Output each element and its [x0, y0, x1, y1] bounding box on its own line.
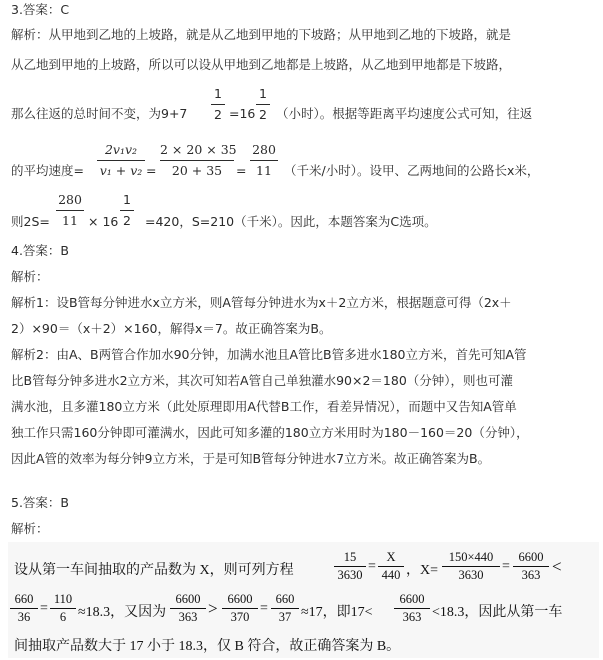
fraction-numerator: 1	[123, 192, 131, 207]
fraction-6600-over-363	[394, 592, 430, 625]
fraction-bar	[271, 608, 299, 609]
equals-sign: =	[40, 601, 48, 616]
fraction-denominator: 11	[256, 163, 272, 178]
q3-line-4-end: （千米/小时）。设甲、乙两地间的公路长x米，	[284, 163, 540, 178]
fraction-6600-over-370	[222, 592, 258, 625]
fraction-denominator: 363	[402, 610, 422, 624]
q3-analysis-line-1: 解析：从甲地到乙地的上坡路，就是从乙地到甲地的下坡路；从甲地到乙地的下坡路，就是	[11, 27, 512, 42]
q5-answer: 5.答案：B	[11, 495, 70, 510]
fraction-bar	[10, 608, 38, 609]
equals-sign: =	[502, 559, 510, 574]
fraction-denominator: 2	[259, 107, 267, 122]
fraction-bar	[160, 160, 234, 161]
fraction-numerator: 150×440	[448, 550, 494, 564]
fraction-denominator: 11	[62, 213, 78, 228]
q5-solution-box	[8, 542, 599, 658]
q3-line-5-end: =420，S=210（千米）。因此，本题答案为C选项。	[145, 214, 437, 229]
fraction-denominator: 363	[178, 610, 198, 624]
fraction-bar	[513, 566, 549, 567]
fraction-bar	[97, 160, 145, 161]
q4-method2-line-4: 独工作只需160分钟即可灌满水，因此可知多灌的180立方米用时为180－160＝20（分钟），	[11, 425, 529, 440]
fraction-numerator: 280	[58, 192, 82, 207]
fraction-bar	[170, 608, 206, 609]
q5-row3-text: 间抽取产品数大于 17 小于 18.3，仅 B 符合，故正确答案为 B。	[14, 639, 401, 654]
fraction-bar	[250, 160, 278, 161]
equals-sign: =	[260, 601, 268, 616]
fraction-speed	[56, 192, 84, 229]
fraction-numerator: 6600	[227, 592, 253, 606]
q4-method2-line-1: 解析2：由A、B两管合作加水90分钟，加满水池且A管比B管多进水180立方米，首先可知A管	[11, 347, 527, 362]
fraction-denominator: 6	[59, 610, 67, 624]
q5-analysis-label: 解析：	[11, 521, 49, 536]
q3-line-5-start: 则2S=	[11, 214, 50, 229]
q5-row2-text-c: <18.3，因此从第一车	[432, 605, 563, 620]
fraction-denominator: 363	[521, 568, 541, 582]
fraction-denominator: v₁ + v₂	[99, 163, 143, 178]
q4-answer: 4.答案：B	[11, 243, 70, 258]
fraction-6600-over-363	[513, 550, 549, 583]
fraction-product-over-3630	[442, 550, 500, 583]
greater-than-sign: >	[208, 599, 218, 618]
fraction-denominator: 37	[278, 610, 292, 624]
equals-sign: =	[368, 559, 376, 574]
q4-method1-line-1: 解析1：设B管每分钟进水x立方米，则A管每分钟进水为x＋2立方米，根据题意可得（2x＋	[11, 295, 512, 310]
fraction-numerator: 660	[275, 592, 295, 606]
q5-row1-x-label: ，X=	[406, 563, 439, 578]
fraction-half-b	[256, 86, 270, 123]
q3-line-4-start: 的平均速度=	[11, 163, 84, 178]
fraction-bar	[222, 608, 258, 609]
fraction-numerator: 2 × 20 × 35	[160, 142, 237, 157]
fraction-numerator: 6600	[399, 592, 425, 606]
fraction-substitution	[160, 142, 237, 179]
fraction-bar	[120, 210, 134, 211]
fraction-bar	[211, 104, 225, 105]
fraction-bar	[394, 608, 430, 609]
q4-analysis-label: 解析：	[11, 269, 49, 284]
q5-row2-text-a: ≈18.3，又因为	[78, 605, 167, 620]
fraction-denominator: 36	[17, 610, 31, 624]
fraction-15-over-3630	[334, 550, 366, 583]
fraction-bar	[50, 608, 76, 609]
fraction-denominator: 3630	[337, 568, 363, 582]
fraction-bar	[256, 104, 270, 105]
fraction-bar	[56, 210, 84, 211]
fraction-110-over-6	[50, 592, 76, 625]
fraction-numerator: 660	[14, 592, 34, 606]
fraction-denominator: 370	[230, 610, 250, 624]
fraction-660-over-37	[271, 592, 299, 625]
fraction-half-a	[211, 86, 225, 123]
fraction-numerator: 110	[53, 592, 73, 606]
fraction-bar	[378, 566, 404, 567]
fraction-numerator: 15	[343, 550, 357, 564]
q3-line-3-mid: =16	[229, 106, 256, 121]
fraction-average-speed-formula	[97, 142, 145, 179]
fraction-denominator: 2	[214, 107, 222, 122]
fraction-numerator: 1	[214, 86, 222, 101]
fraction-numerator: 1	[259, 86, 267, 101]
fraction-numerator: 6600	[175, 592, 201, 606]
fraction-x-over-440	[378, 550, 404, 583]
q4-method2-line-2: 比B管每分钟多进水2立方米，其次可知若A管自己单独灌水90×2＝180（分钟），则也可灌	[11, 373, 514, 388]
q3-line-3-end: （小时）。根据等距离平均速度公式可知，往返	[276, 106, 533, 121]
equals-sign: =	[146, 163, 157, 178]
fraction-denominator: 3630	[458, 568, 484, 582]
q3-line-3-start: 那么往返的总时间不变，为9+7	[11, 106, 188, 121]
fraction-numerator: 2v₁v₂	[104, 142, 138, 157]
q5-row1-text: 设从第一车间抽取的产品数为 X，则可列方程	[14, 563, 294, 578]
q3-line-5-mid: × 16	[88, 214, 119, 229]
q3-answer: 3.答案：C	[11, 2, 70, 17]
fraction-bar	[442, 566, 500, 567]
q4-method1-line-2: 2）×90＝（x＋2）×160，解得x＝7。故正确答案为B。	[11, 321, 332, 336]
fraction-denominator: 2	[123, 213, 131, 228]
equals-sign: =	[236, 163, 247, 178]
q5-row2-text-b: ≈17，即17<	[301, 605, 373, 620]
fraction-half-c	[120, 192, 134, 229]
fraction-numerator: 6600	[518, 550, 544, 564]
fraction-bar	[334, 566, 366, 567]
fraction-numerator: 280	[252, 142, 276, 157]
fraction-numerator: X	[386, 550, 396, 564]
q4-method2-line-5: 因此A管的效率为每分钟9立方米，于是可知B管每分钟进水7立方米。故正确答案为B。	[11, 451, 491, 466]
fraction-denominator: 20 + 35	[171, 163, 223, 178]
fraction-result	[250, 142, 278, 179]
q4-method2-line-3: 满水池，且多灌180立方米（此处原理即用A代替B工作，看差异情况），而题中又告知A管单	[11, 399, 517, 414]
fraction-6600-over-363	[170, 592, 206, 625]
fraction-660-over-36	[10, 592, 38, 625]
less-than-sign: <	[552, 557, 562, 576]
fraction-denominator: 440	[381, 568, 401, 582]
q3-analysis-line-2: 从乙地到甲地的上坡路，所以可以设从甲地到乙地都是上坡路，从乙地到甲地都是下坡路，	[11, 57, 512, 72]
